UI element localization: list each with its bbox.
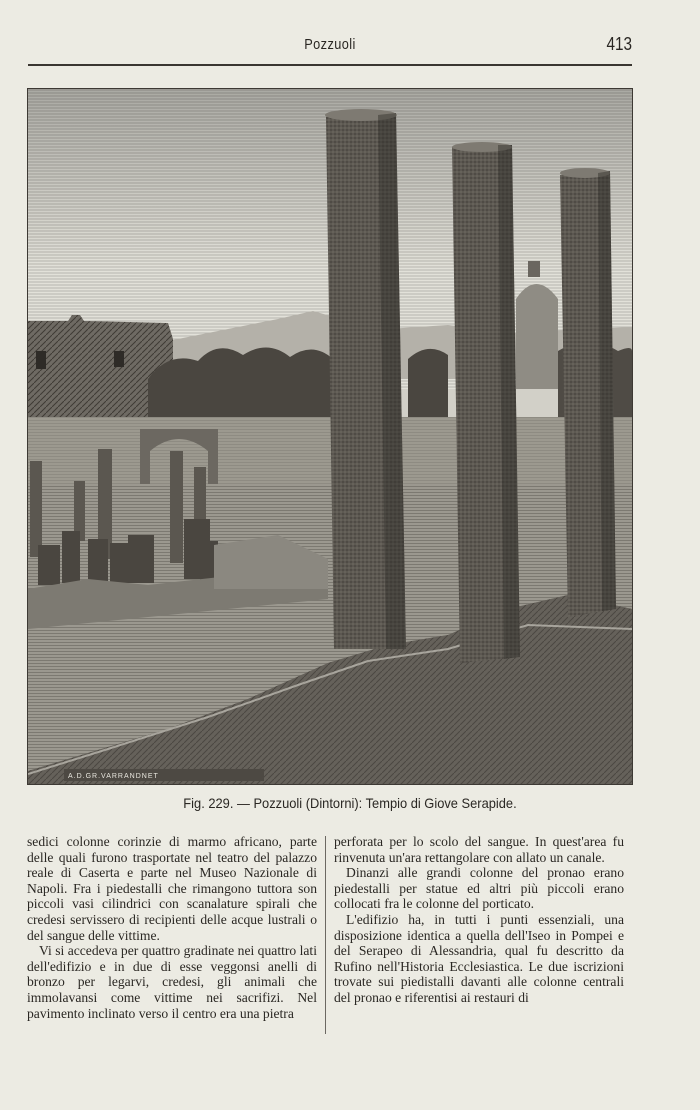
- paragraph: Vi si accedeva per quattro gradinate nei quattro lati dell'edifizio e in due di esse veggonsi anelli di bronzo per legarvi, credesi, gli animali che immolavansi come vittime nei sacrifizi. Nel pavimento inclinato verso il centro era una pietra: [27, 943, 317, 1021]
- temple-engraving: [28, 89, 632, 784]
- page-number: 413: [606, 34, 632, 54]
- figure-caption: Fig. 229. — Pozzuoli (Dintorni): Tempio di Giove Serapide.: [183, 795, 517, 811]
- paragraph: perforata per lo scolo del sangue. In quest'area fu rinvenuta un'ara rettangolare con allato un canale.: [334, 834, 624, 865]
- page-header: [28, 30, 632, 64]
- engraving-illustration: [27, 88, 633, 785]
- engraver-signature: A.D.GR.VARRANDNET: [68, 773, 159, 780]
- paragraph: Dinanzi alle grandi colonne del pronao erano piedestalli per statue ed altri più piccoli erano collocati fra le colonne del porticato.: [334, 865, 624, 912]
- dome: [516, 284, 558, 389]
- text-column-left: [27, 834, 317, 1021]
- paragraph: L'edifizio ha, in tutti i punti essenziali, una disposizione identica a quella dell'Iseo in Pompei e del Serapeo di Alessandria, qual fu descritto da Rufino nell'Historia Ecclesiastica. Le due iscrizioni trovate sui piedistalli davanti alle colonne centrali del pronao e riferentisi ai restauri di: [334, 911, 624, 1005]
- great-columns: [325, 109, 616, 663]
- column-divider: [325, 836, 326, 1034]
- paragraph: sedici colonne corinzie di marmo africano, parte delle quali furono trasportate nel teatro del palazzo reale di Caserta e parte nel Museo Nazionale di Napoli. Fra i piedestalli che rimangono tuttora son piccoli vasi cilindrici con scanalature spirali che credesi servissero di recipienti delle acque lustrali o del sangue delle vittime.: [27, 834, 317, 943]
- text-column-right: [334, 834, 624, 1006]
- running-title: Pozzuoli: [304, 36, 356, 53]
- header-rule: [28, 64, 632, 66]
